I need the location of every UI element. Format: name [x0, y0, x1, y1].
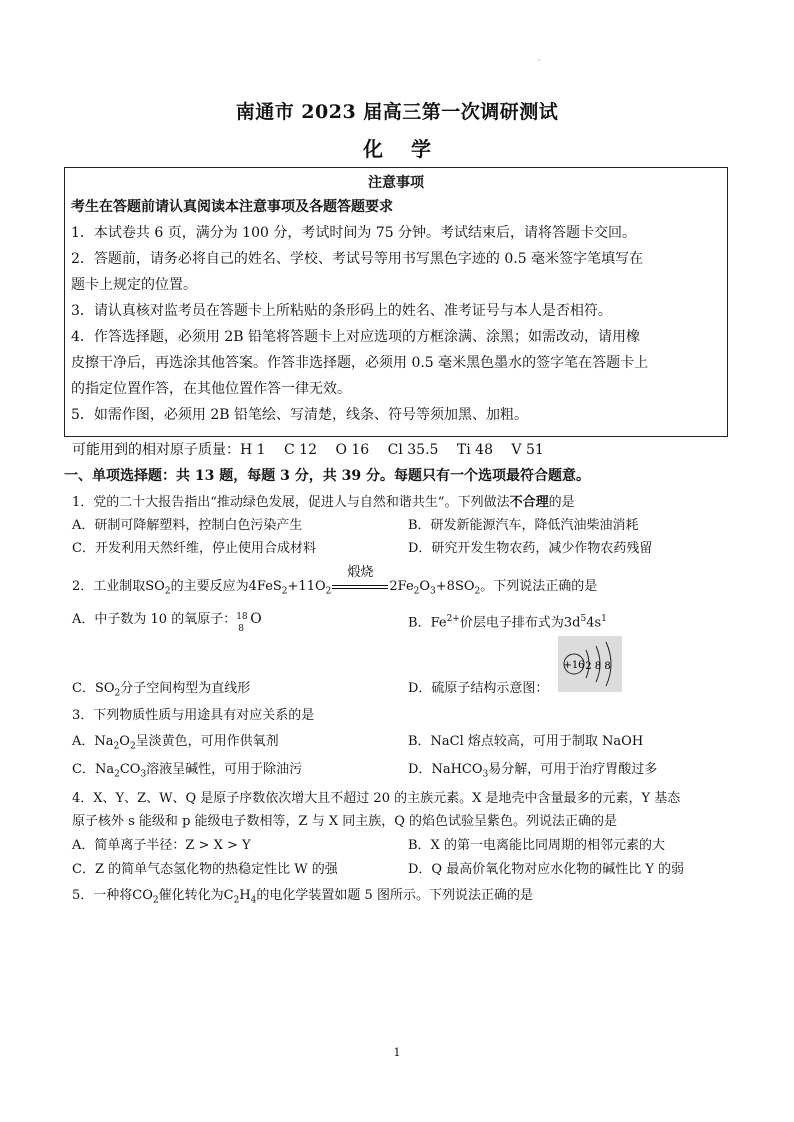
exam-title: 南通市 2023 届高三第一次调研测试	[235, 101, 559, 123]
q2-option-b: B．$Fe^{2+}$价层电子排布式为$3d^54s^1$	[408, 614, 607, 631]
subject-title: 化学	[363, 137, 459, 161]
atom-nucleus: +16	[563, 660, 585, 671]
notice-line: 皮擦干净后，再选涂其他答案。作答非选择题，必须用 0.5 毫米黑色墨水的签字笔在答题卡上	[71, 355, 649, 371]
q4-option-c: C．Z 的简单气态氢化物的热稳定性比 W 的强	[72, 862, 338, 877]
page-number: 1	[393, 1046, 401, 1059]
atomic-masses: 可能用到的相对原子质量：H 1 C 12 O 16 Cl 35.5 Ti 48 V 51	[72, 442, 544, 458]
question-4-stem-line1: 4．X、Y、Z、W、Q 是原子序数依次增大且不超过 20 的主族元素。X 是地壳中含量最多的元素，Y 基态	[72, 791, 681, 806]
q3-option-a: A．$Na_2O_2$呈淡黄色，可用作供氧剂	[72, 734, 279, 752]
notice-line: 3．请认真核对监考员在答题卡上所粘贴的条形码上的姓名、准考证号与本人是否相符。	[71, 303, 612, 319]
q4-option-d: D．Q 最高价氧化物对应水化物的碱性比 Y 的弱	[408, 862, 685, 877]
notice-line: 的指定位置作答，在其他位置作答一律无效。	[71, 381, 351, 397]
q3-option-d: D．NaHCO$_3$易分解，可用于治疗胃酸过多	[408, 762, 658, 780]
q3-option-b: B．NaCl 熔点较高，可用于制取 NaOH	[408, 734, 644, 749]
q1-option-c: C．开发利用天然纤维，停止使用合成材料	[72, 541, 316, 556]
section-heading: 一、单项选择题：共 13 题，每题 3 分，共 39 分。每题只有一个选项最符合题意。	[64, 468, 590, 484]
question-4-stem-line2: 原子核外 s 能级和 p 能级电子数相等，Z 与 X 同主族，Q 的焰色试验呈紫色。列说法正确的是	[72, 814, 617, 829]
q4-option-a: A．简单离子半径：Z > X > Y	[72, 838, 251, 853]
notice-line: 5．如需作图，必须用 2B 铅笔绘、写清楚，线条、符号等须加黑、加粗。	[71, 407, 529, 423]
nuclide-symbol: 18 8	[236, 611, 248, 634]
notice-line: 4．作答选择题，必须用 2B 铅笔将答题卡上对应选项的方框涂满、涂黑；如需改动，请用橡	[71, 329, 641, 345]
q2-option-d: D．硫原子结构示意图：	[408, 681, 549, 696]
sulfur-atom-diagram	[558, 636, 622, 692]
q3-option-c: C．$Na_2CO_3$溶液呈碱性，可用于除油污	[72, 762, 303, 780]
notice-box	[64, 167, 728, 437]
question-5-stem: 5．一种将$CO_2$催化转化为$C_2H_4$的电化学装置如题 5 图所示。下列说法正确的是	[72, 888, 533, 906]
q1-option-a: A．研制可降解塑料，控制白色污染产生	[72, 518, 303, 533]
q1-option-d: D．研究开发生物农药，减少作物农药残留	[408, 541, 653, 556]
q2-option-a: A．中子数为 10 的氧原子： 18 8 O	[72, 611, 262, 634]
stray-dot: ·	[538, 56, 541, 65]
question-3-stem: 3．下列物质性质与用途具有对应关系的是	[72, 708, 315, 723]
question-2-stem: 2．工业制取$SO_2$的主要反应为$4FeS_2+11O_2$ 煅烧 $2Fe_2O_3+8SO_2$。下列说法正确的是	[72, 565, 598, 597]
q1-option-b: B．研发新能源汽车，降低汽油柴油消耗	[408, 518, 639, 533]
q2-option-c: C．$SO_2$分子空间构型为直线形	[72, 681, 251, 699]
q4-option-b: B．X 的第一电离能比同周期的相邻元素的大	[408, 838, 665, 853]
notice-line: 1．本试卷共 6 页，满分为 100 分，考试时间为 75 分钟。考试结束后，请将答题卡交回。	[71, 225, 637, 241]
atom-shells: 2 8 8	[585, 661, 611, 672]
notice-line: 考生在答题前请认真阅读本注意事项及各题答题要求	[71, 199, 393, 215]
notice-line: 题卡上规定的位置。	[71, 277, 197, 293]
notice-line: 2．答题前，请务必将自己的姓名、学校、考试号等用书写黑色字迹的 0.5 毫米签字笔填写在	[71, 251, 644, 267]
question-1-stem: 1．党的二十大报告指出“推动绿色发展，促进人与自然和谐共生”。下列做法不合理的是	[72, 495, 575, 510]
emphasis-text: 不合理	[509, 495, 549, 510]
reaction-arrow: 煅烧	[331, 578, 389, 596]
notice-title: 注意事项	[368, 175, 424, 191]
